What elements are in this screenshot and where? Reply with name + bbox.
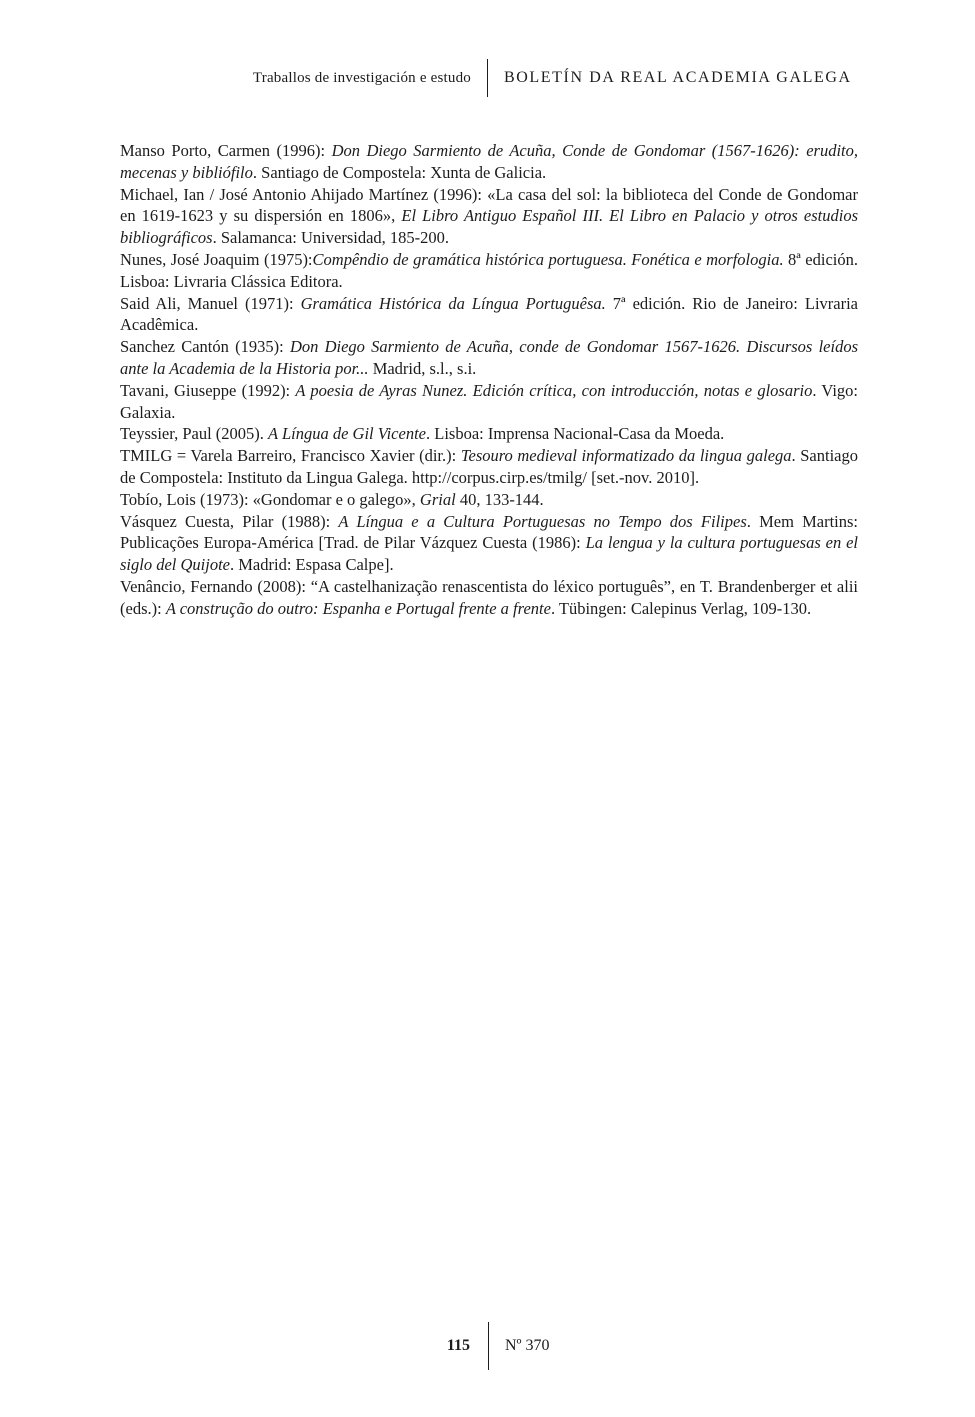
bib-segment-roman: Nunes, José Joaquim (1975):	[120, 249, 313, 269]
bib-segment-roman: Venâncio, Fernando (2008): “A castelhanização renascentista do léxico português”, en T. Brandenberger et alii (eds.):	[120, 576, 858, 618]
bib-segment-roman: Vásquez Cuesta, Pilar (1988):	[120, 511, 339, 531]
bib-segment-roman: . Mem Martins: Publicações Europa-América [Trad. de Pilar Vázquez Cuesta (1986):	[120, 511, 859, 553]
page-header	[0, 59, 975, 97]
bib-segment-roman: Said Ali, Manuel (1971):	[120, 293, 301, 313]
bib-segment-italic: El Libro Antiguo Español III. El Libro en Palacio y otros estudios bibliográficos	[120, 206, 858, 248]
bibliography	[120, 140, 858, 620]
bibliography-entry	[120, 380, 858, 424]
bib-segment-italic: Grial	[419, 489, 456, 509]
bib-segment-roman: . Santiago de Compostela: Xunta de Galicia.	[252, 162, 547, 182]
bib-segment-roman: Michael, Ian / José Antonio Ahijado Martínez (1996): «La casa del sol: la biblioteca del Conde de Gondomar en 1619-1623 y su dispersión en 1806»,	[120, 184, 858, 226]
bibliography-entry	[120, 423, 858, 445]
bib-segment-roman: . Madrid: Espasa Calpe].	[230, 555, 394, 575]
bib-segment-roman: 8ª edición. Lisboa: Livraria Clássica Editora.	[120, 249, 858, 291]
bib-segment-roman: Teyssier, Paul (2005).	[120, 424, 269, 444]
bib-segment-roman: . Tübingen: Calepinus Verlag, 109-130.	[550, 598, 812, 618]
bib-segment-roman: TMILG = Varela Barreiro, Francisco Xavier (dir.):	[120, 446, 461, 466]
header-section-title: Traballos de investigación e estudo	[252, 69, 471, 86]
bib-segment-italic: La lengua y la cultura portuguesas en el siglo del Quijote	[120, 533, 858, 575]
bib-segment-roman: . Vigo: Galaxia.	[120, 380, 858, 422]
bibliography-entry	[120, 336, 858, 380]
bib-segment-italic: A poesia de Ayras Nunez. Edición crítica, con introducción, notas e glosario	[295, 380, 813, 400]
bib-segment-italic: A Língua e a Cultura Portuguesas no Tempo dos Filipes	[338, 511, 747, 531]
header-journal-title: BOLETÍN DA REAL ACADEMIA GALEGA	[504, 69, 852, 86]
footer-page-number: 115	[446, 1337, 470, 1354]
bib-segment-italic: Don Diego Sarmiento de Acuña, conde de Gondomar 1567-1626. Discursos leídos ante la Academia de la Historia por...	[120, 337, 858, 378]
bib-segment-roman: Manso Porto, Carmen (1996):	[120, 141, 332, 160]
bib-segment-roman: 7ª edición. Rio de Janeiro: Livraria Acadêmica.	[120, 293, 859, 335]
bibliography-entry	[120, 576, 858, 620]
bibliography-entry	[120, 445, 858, 489]
bibliography-entry	[120, 140, 858, 184]
bib-segment-italic: Compêndio de gramática histórica portuguesa. Fonética e morfologia.	[312, 249, 784, 269]
bib-segment-roman: 40, 133-144.	[455, 489, 544, 509]
bib-segment-roman: Madrid, s.l., s.i.	[368, 358, 477, 378]
bib-segment-italic: Don Diego Sarmiento de Acuña, Conde de Gondomar (1567-1626): erudito, mecenas y bibliófilo	[120, 141, 858, 182]
bib-segment-italic: Gramática Histórica da Língua Portuguêsa.	[300, 293, 606, 313]
bib-segment-roman: Sanchez Cantón (1935):	[120, 337, 290, 357]
bib-segment-italic: A construção do outro: Espanha e Portugal frente a frente	[165, 598, 551, 618]
bib-segment-italic: Tesouro medieval informatizado da lingua galega	[460, 446, 792, 466]
bibliography-entry	[120, 293, 858, 337]
bibliography-entry	[120, 249, 858, 293]
bibliography-entry	[120, 184, 858, 249]
bib-segment-roman: . Salamanca: Universidad, 185-200.	[212, 228, 450, 248]
bib-segment-roman: Tobío, Lois (1973): «Gondomar e o galego»,	[120, 489, 420, 509]
bib-segment-roman: . Santiago de Compostela: Instituto da Lingua Galega. http://corpus.cirp.es/tmilg/ [set.-nov. 2010].	[120, 446, 858, 487]
bib-segment-roman: . Lisboa: Imprensa Nacional-Casa da Moeda.	[426, 424, 725, 444]
footer-issue-number: Nº 370	[505, 1337, 550, 1354]
bib-segment-roman: Tavani, Giuseppe (1992):	[120, 380, 296, 400]
bib-segment-italic: A Língua de Gil Vicente	[268, 424, 426, 444]
page-footer	[0, 1322, 975, 1370]
bibliography-entry	[120, 511, 858, 576]
bibliography-entry	[120, 489, 858, 511]
